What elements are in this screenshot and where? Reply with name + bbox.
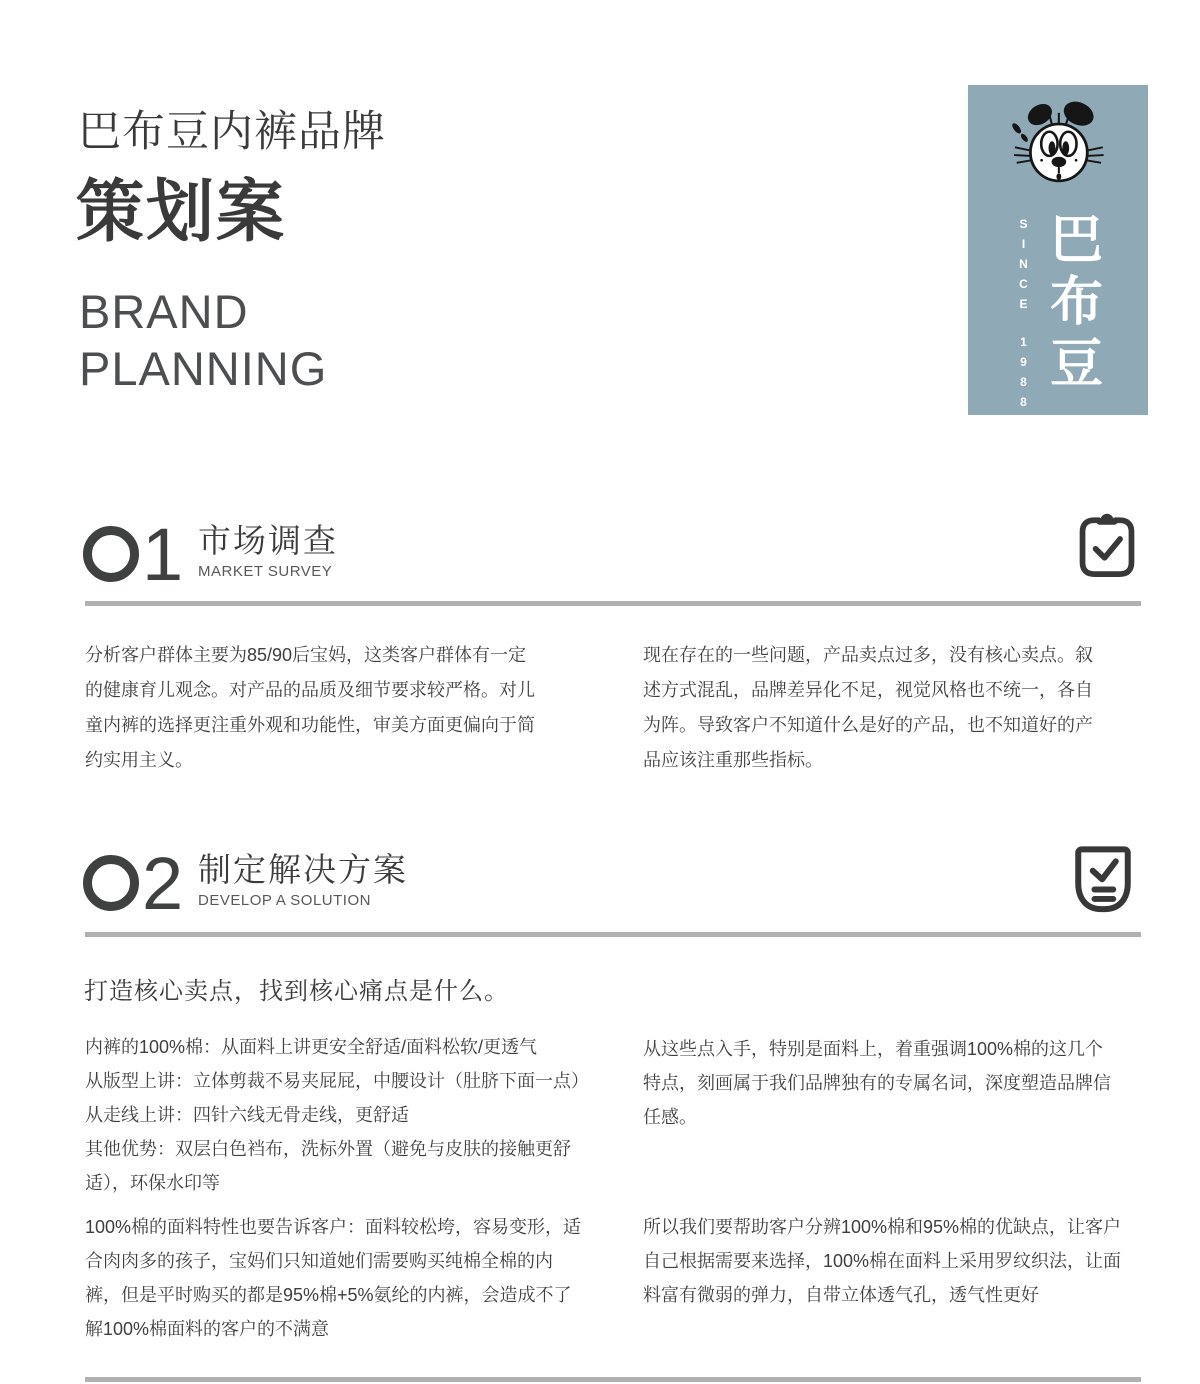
section-2-divider <box>85 932 1141 937</box>
bobdog-logo-icon <box>1002 99 1114 199</box>
section-1-titles <box>198 524 338 580</box>
section-1-title-english: MARKET SURVEY <box>198 563 333 580</box>
section-1-left-paragraph: 分析客户群体主要为85/90后宝妈，这类客户群体有一定的健康育儿观念。对产品的品质及细节要求较严格。对儿童内裤的选择更注重外观和功能性，审美方面更偏向于简约实用主义。 <box>85 645 535 770</box>
since-year: 1988 <box>1016 335 1031 415</box>
section-2-left-paragraph-2: 100%棉的面料特性也要告诉客户：面料较松垮，容易变形，适合肉肉多的孩子，宝妈们只知道她们需要购买纯棉全棉的内裤，但是平时购买的都是95%棉+5%氨纶的内裤，会造成不了解100%棉面料的客户的不满意 <box>85 1217 582 1339</box>
section-2-number-digit: 2 <box>142 842 184 925</box>
page-title: 策划案 <box>76 174 287 250</box>
section-2-titles <box>198 853 408 909</box>
list-item: 从走线上讲：四针六线无骨走线，更舒适 <box>85 1105 409 1125</box>
section-2-subheading: 打造核心卖点，找到核心痛点是什么。 <box>84 978 509 1005</box>
section-2-right-paragraph-2: 所以我们要帮助客户分辨100%棉和95%棉的优缺点，让客户自己根据需要来选择，100%棉在面料上采用罗纹织法，让面料富有微弱的弹力，自带立体透气孔，透气性更好 <box>643 1217 1122 1305</box>
clipboard-check-icon <box>1076 510 1138 586</box>
section-1-number-digit: 1 <box>142 513 184 596</box>
section-2-left-list <box>85 1030 587 1200</box>
section-2-title-english: DEVELOP A SOLUTION <box>198 892 371 909</box>
brand-badge <box>968 85 1148 415</box>
badge-text-block <box>1017 211 1100 415</box>
section-1-divider <box>85 601 1141 606</box>
list-item: 从版型上讲：立体剪裁不易夹屁屁，中腰设计（肚脐下面一点） <box>85 1071 589 1091</box>
section-2-right-paragraph-1: 从这些点入手，特别是面料上，着重强调100%棉的这几个特点，刻画属于我们品牌独有的专属名词，深度塑造品牌信任感。 <box>643 1039 1111 1127</box>
list-item: 其他优势：双层白色裆布，洗标外置（避免与皮肤的接触更舒适），环保水印等 <box>85 1139 571 1193</box>
section-1-title: 市场调查 <box>198 522 338 559</box>
since-1988-label <box>1017 217 1031 415</box>
checklist-icon <box>1070 846 1136 916</box>
brand-subtitle: 巴布豆内裤品牌 <box>78 108 386 156</box>
page-title-english <box>79 283 327 397</box>
section-3-divider-partial <box>85 1377 1141 1382</box>
page-title-english-line2: PLANNING <box>79 342 328 395</box>
since-word: SINCE <box>1016 217 1031 317</box>
section-2-number-zero <box>83 855 139 911</box>
page-title-english-line1: BRAND <box>79 285 249 338</box>
section-1-right-paragraph: 现在存在的一些问题，产品卖点过多，没有核心卖点。叙述方式混乱，品牌差异化不足，视觉风格也不统一，各自为阵。导致客户不知道什么是好的产品，也不知道好的产品应该注重那些指标。 <box>643 645 1093 770</box>
section-2-title: 制定解决方案 <box>198 851 408 888</box>
brand-name-vertical: 巴布豆 <box>1042 211 1102 397</box>
section-1-number-zero <box>83 526 139 582</box>
list-item: 内裤的100%棉：从面料上讲更安全舒适/面料松软/更透气 <box>85 1037 538 1057</box>
